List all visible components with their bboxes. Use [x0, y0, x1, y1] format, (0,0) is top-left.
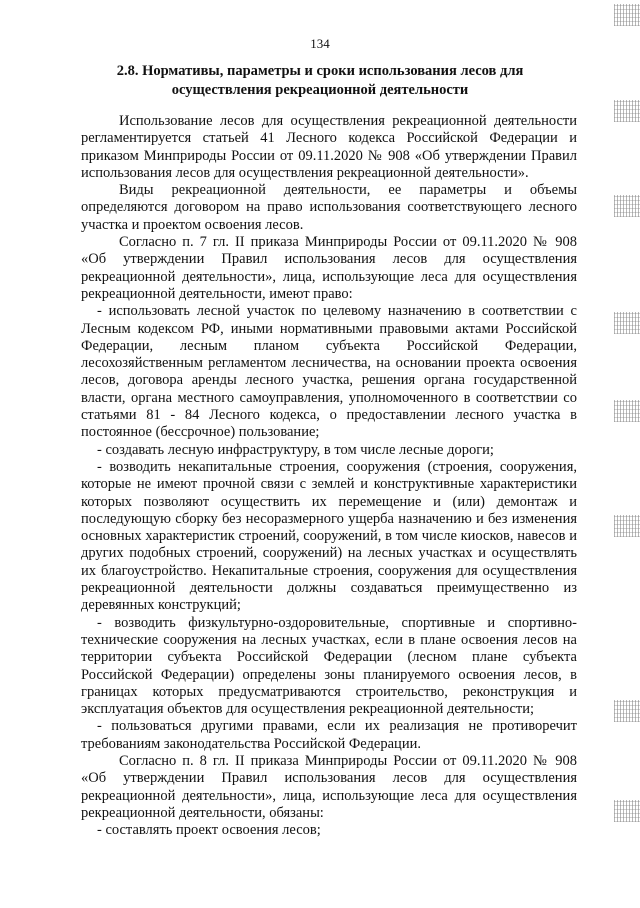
scan-margin-artifact [614, 700, 640, 722]
section-heading-line-2: осуществления рекреационной деятельности [171, 82, 469, 98]
body-text [81, 113, 577, 839]
list-item-other-rights: - пользоваться другими правами, если их реализация не противоречит требованиям законодательства Российской Федерации. [81, 718, 577, 752]
paragraph-recreation-regulation: Использование лесов для осуществления рекреационной деятельности регламентируется статьей 41 Лесного кодекса Российской Федерации и приказом Минприроды России от 09.11.2020 № 908 «Об утверждении Правил использования лесов для осуществления рекреационной деятельности». [81, 113, 577, 181]
list-item-forest-development-project: - составлять проект освоения лесов; [97, 822, 321, 839]
scan-margin-artifact [614, 4, 640, 26]
scan-margin-artifact [614, 400, 640, 422]
section-heading [92, 62, 548, 100]
list-item-use-forest-plot: - использовать лесной участок по целевому назначению в соответствии с Лесным кодексом РФ, иными нормативными правовыми актами Российской Федерации, лесным планом субъекта Российской Федерации, лесохозяйственным регламентом лесничества, на основании проекта освоения лесов, договора аренды лесного участка, решения органа государственной власти, органа местного самоуправления, уполномоченного в соответствии со статьями 81 - 84 Лесного кодекса, о предоставлении лесного участка в постоянное (бессрочное) пользование; [81, 303, 577, 441]
list-item-non-capital-structures: - возводить некапитальные строения, сооружения (строения, сооружения, которые не имеют прочной связи с землей и конструктивные характеристики которых позволяют осуществить их перемещение и (или) демонтаж и последующую сборку без несоразмерного ущерба назначению и без изменения основных характеристик строений, сооружений, в том числе киосков, навесов и других подобных строений, сооружений) на лесных участках и осуществлять их благоустройство. Некапитальные строения, сооружения для осуществления рекреационной деятельности должны создаваться преимущественно из деревянных конструкций; [81, 458, 577, 614]
page-number: 134 [310, 36, 330, 51]
scan-margin-artifact [614, 515, 640, 537]
scan-margin-artifact [614, 100, 640, 122]
section-heading-line-1: 2.8. Нормативы, параметры и сроки использования лесов для [116, 63, 524, 79]
list-item-create-infrastructure: - создавать лесную инфраструктуру, в том числе лесные дороги; [97, 441, 494, 458]
scan-margin-artifact [614, 800, 640, 822]
list-item-sports-facilities: - возводить физкультурно-оздоровительные, спортивные и спортивно-технические сооружения на лесных участках, если в плане освоения лесов на территории субъекта Российской Федерации (лесном плане субъекта Российской Федерации) определены зоны планируемого освоения лесов, в границах которых предусматриваются строительство, реконструкция и эксплуатация объектов для осуществления рекреационной деятельности; [81, 614, 577, 718]
paragraph-obligations-intro: Согласно п. 8 гл. II приказа Минприроды России от 09.11.2020 № 908 «Об утверждении Правил использования лесов для осуществления рекреационной деятельности», лица, использующие леса для осуществления рекреационной деятельности, обязаны: [81, 752, 577, 821]
scan-margin-artifact [614, 312, 640, 334]
paragraph-recreation-types: Виды рекреационной деятельности, ее параметры и объемы определяются договором на право использования соответствующего лесного участка и проектом освоения лесов. [81, 182, 577, 233]
paragraph-rights-intro: Согласно п. 7 гл. II приказа Минприроды России от 09.11.2020 № 908 «Об утверждении Правил использования лесов для осуществления рекреационной деятельности», лица, использующие леса для осуществления рекреационной деятельности, имеют право: [81, 234, 577, 302]
scan-margin-artifact [614, 195, 640, 217]
